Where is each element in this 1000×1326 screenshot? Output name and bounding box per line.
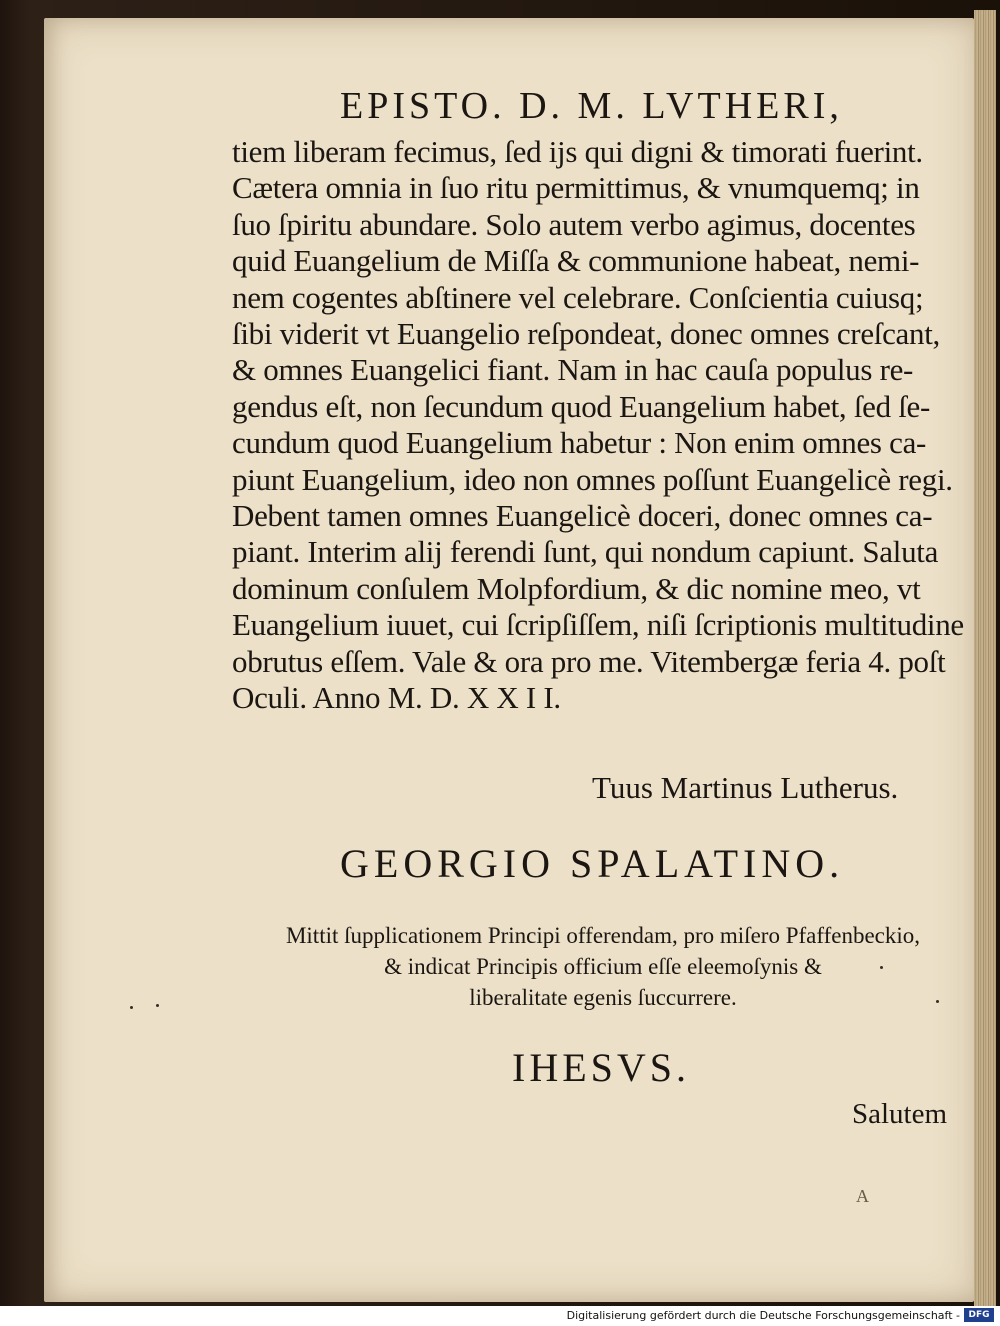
- body-line: nem cogentes abſtinere vel celebrare. Conſcientia cuiusq;: [232, 279, 924, 315]
- body-line: ſibi viderit vt Euangelio reſpondeat, donec omnes creſcant,: [232, 316, 940, 352]
- body-line: Oculi. Anno M. D. X X I I.: [232, 680, 561, 716]
- signature-mark: A: [856, 1186, 869, 1206]
- body-line: Debent tamen omnes Euangelicè doceri, donec omnes ca-: [232, 498, 933, 534]
- body-line: quid Euangelium de Miſſa & communione habeat, nemi-: [232, 243, 920, 279]
- catchword: Salutem: [852, 1098, 948, 1130]
- body-line: & omnes Euangelici fiant. Nam in hac cauſa populus re-: [232, 352, 914, 388]
- letter-heading: GEORGIO SPALATINO.: [340, 841, 845, 886]
- page-edges: [974, 10, 996, 1306]
- body-line: tiem liberam fecimus, ſed ijs qui digni & timorati fuerint.: [232, 134, 923, 169]
- body-line: piunt Euangelium, ideo non omnes poſſunt Euangelicè regi.: [232, 461, 953, 497]
- ink-speck: [156, 1004, 159, 1007]
- letter-body: [232, 134, 964, 717]
- summary-line: Mittit ſupplicationem Principi offerendam, pro miſero Pfaffenbeckio,: [285, 923, 921, 948]
- body-line: ſuo ſpiritu abundare. Solo autem verbo agimus, docentes: [232, 206, 916, 242]
- summary-line: liberalitate egenis ſuccurrere.: [469, 985, 737, 1010]
- footer-credit: Digitalisierung gefördert durch die Deutsche Forschungsgemeinschaft -: [566, 1309, 960, 1322]
- letter-signature: Tuus Martinus Lutherus.: [592, 770, 899, 805]
- ink-speck: [130, 1006, 133, 1009]
- body-line: Cætera omnia in ſuo ritu permittimus, & vnumquemq; in: [232, 170, 920, 206]
- body-line: piant. Interim alij ferendi ſunt, qui nondum capiunt. Saluta: [232, 534, 939, 570]
- body-line: Euangelium iuuet, cui ſcripſiſſem, niſi ſcriptionis multitudine: [232, 607, 964, 643]
- body-line: obrutus eſſem. Vale & ora pro me. Vitembergæ feria 4. poſt: [232, 643, 946, 679]
- body-line: dominum conſulem Molpfordium, & dic nomine meo, vt: [232, 570, 921, 606]
- summary-line: & indicat Principis officium eſſe eleemoſynis &: [384, 954, 822, 979]
- ink-speck: [880, 966, 883, 969]
- body-line: gendus eſt, non ſecundum quod Euangelium habet, ſed ſe-: [232, 388, 931, 424]
- running-head: EPISTO. D. M. LVTHERI,: [340, 85, 843, 127]
- dfg-logo: DFG: [964, 1308, 994, 1322]
- letter-summary: [238, 920, 968, 1013]
- body-line: cundum quod Euangelium habetur : Non enim omnes ca-: [232, 425, 927, 461]
- ink-speck: [936, 1000, 939, 1003]
- ihesus-heading: IHESVS.: [512, 1045, 691, 1090]
